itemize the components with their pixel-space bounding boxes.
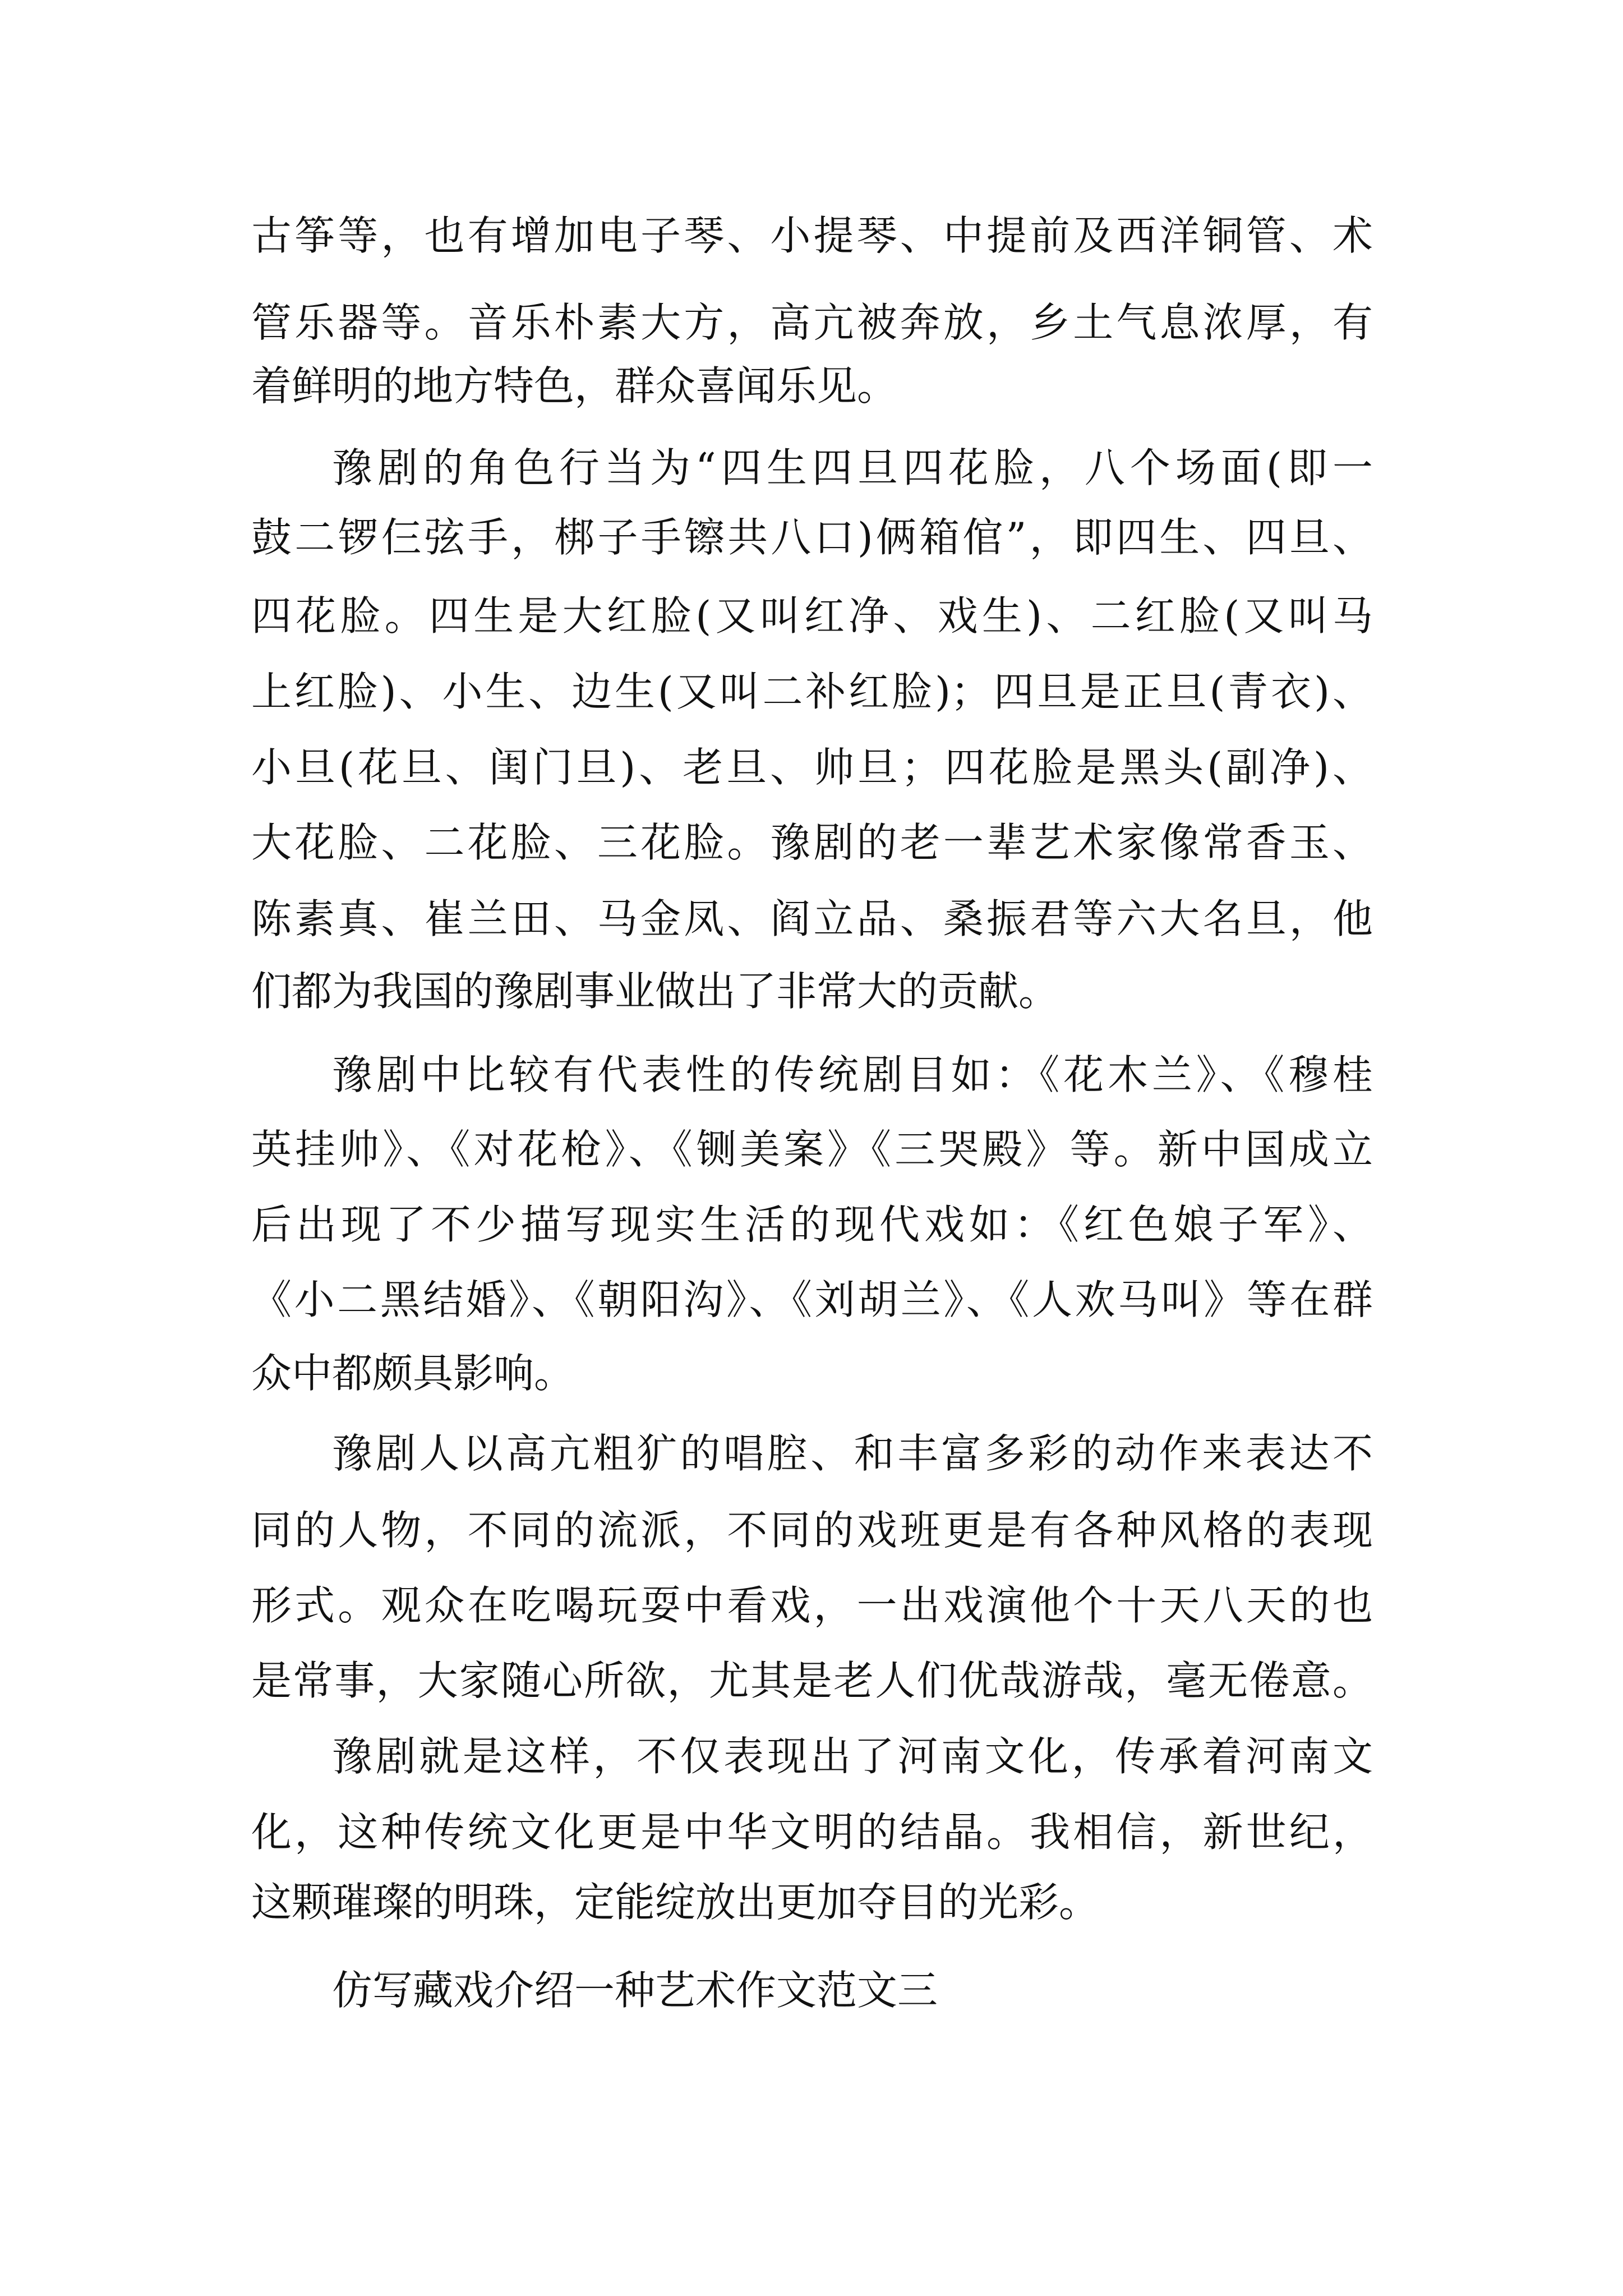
text-line: 《小二黑结婚》、《朝阳沟》、《刘胡兰》、《人欢马叫》等在群 xyxy=(251,1276,1373,1323)
text-line: 着鲜明的地方特色，群众喜闻乐见。 xyxy=(251,362,898,409)
text-line: 这颗璀璨的明珠，定能绽放出更加夺目的光彩。 xyxy=(251,1879,1100,1926)
text-line: 鼓二锣仨弦手，梆子手镲共八口)俩箱倌”，即四生、四旦、 xyxy=(251,514,1373,561)
paragraph-first-line: 豫剧就是这样，不仅表现出了河南文化，传承着河南文 xyxy=(332,1733,1373,1780)
text-line: 上红脸)、小生、边生(又叫二补红脸)；四旦是正旦(青衣)、 xyxy=(251,668,1373,715)
text-line: 形式。观众在吃喝玩耍中看戏，一出戏演他个十天八天的也 xyxy=(251,1582,1373,1629)
text-line: 化，这种传统文化更是中华文明的结晶。我相信，新世纪， xyxy=(251,1809,1373,1856)
text-line: 们都为我国的豫剧事业做出了非常大的贡献。 xyxy=(251,968,1059,1015)
paragraph-first-line: 豫剧的角色行当为“四生四旦四花脸，八个场面(即一 xyxy=(332,444,1373,491)
text-line: 古筝等，也有增加电子琴、小提琴、中提前及西洋铜管、术 xyxy=(251,212,1373,259)
paragraph-first-line: 豫剧人以高亢粗犷的唱腔、和丰富多彩的动作来表达不 xyxy=(332,1430,1373,1477)
text-line: 四花脸。四生是大红脸(又叫红净、戏生)、二红脸(又叫马 xyxy=(251,592,1373,639)
paragraph-first-line: 豫剧中比较有代表性的传统剧目如：《花木兰》、《穆桂 xyxy=(332,1051,1373,1098)
text-line: 众中都颇具影响。 xyxy=(251,1350,575,1397)
section-heading: 仿写藏戏介绍一种艺术作文范文三 xyxy=(332,1967,938,2014)
text-line: 大花脸、二花脸、三花脸。豫剧的老一辈艺术家像常香玉、 xyxy=(251,819,1373,866)
text-line: 陈素真、崔兰田、马金凤、阎立品、桑振君等六大名旦，他 xyxy=(251,895,1373,942)
text-line: 后出现了不少描写现实生活的现代戏如：《红色娘子军》、 xyxy=(251,1201,1373,1248)
text-line: 管乐器等。音乐朴素大方，高亢被奔放，乡土气息浓厚，有 xyxy=(251,299,1373,346)
text-line: 英挂帅》、《对花枪》、《铡美案》《三哭殿》等。新中国成立 xyxy=(251,1126,1373,1173)
text-line: 小旦(花旦、闺门旦)、老旦、帅旦；四花脸是黑头(副净)、 xyxy=(251,744,1373,791)
text-line: 同的人物，不同的流派，不同的戏班更是有各种风格的表现 xyxy=(251,1507,1373,1554)
text-line: 是常事，大家随心所欲，尤其是老人们优哉游哉，毫无倦意。 xyxy=(251,1657,1373,1704)
